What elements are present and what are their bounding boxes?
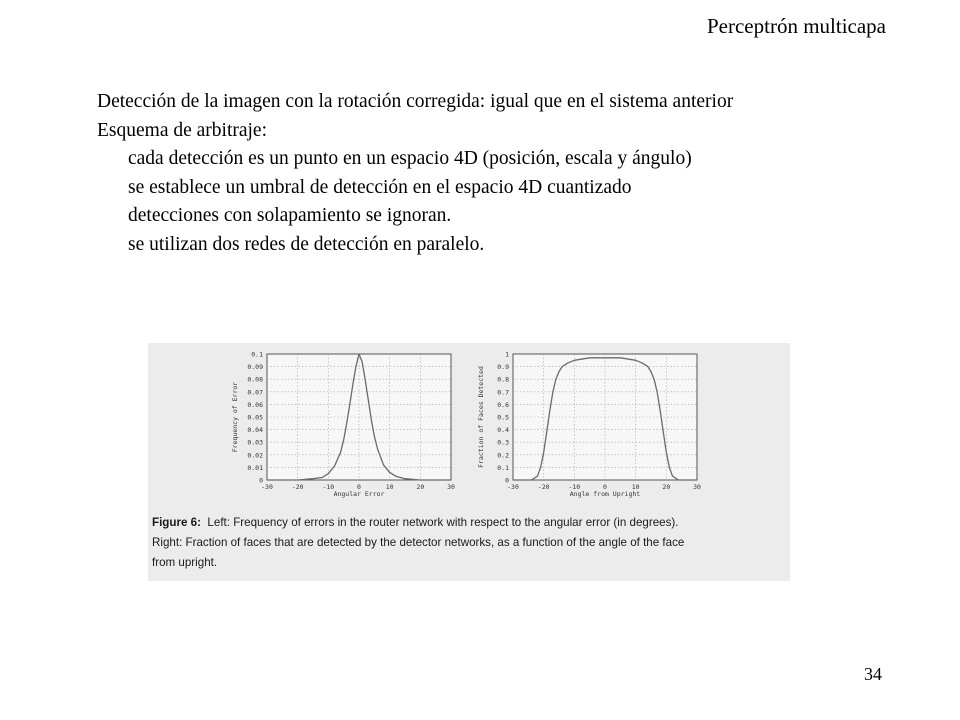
slide-title: Perceptrón multicapa [706, 14, 886, 38]
y-tick-label: 0.03 [247, 438, 263, 447]
y-tick-label: 1 [505, 350, 509, 359]
y-tick-label: 0.02 [247, 451, 263, 460]
slide-body [97, 88, 897, 260]
bullet-item: se establece un umbral de detección en el espacio 4D cuantizado [128, 176, 632, 198]
x-tick-label: 0 [603, 483, 607, 491]
y-tick-label: 0.08 [247, 375, 263, 384]
caption-label: Figure 6: [152, 516, 201, 529]
caption-line: Left: Frequency of errors in the router network with respect to the angular error (in degrees). [207, 516, 679, 529]
x-axis-label: Angular Error [333, 490, 385, 498]
figure-plots [148, 343, 790, 513]
figure-caption [152, 513, 786, 573]
y-tick-label: 0.1 [251, 350, 263, 359]
y-axis-label: Frequency of Error [231, 381, 239, 453]
x-tick-label: -30 [261, 483, 273, 491]
x-tick-label: -30 [507, 483, 519, 491]
x-tick-label: 20 [662, 483, 671, 491]
caption-line: Right: Fraction of faces that are detected by the detector networks, as a function of the angle of the face [152, 536, 685, 549]
figure-scan [148, 343, 790, 581]
y-tick-label: 0.07 [247, 388, 263, 397]
x-tick-label: 10 [385, 483, 394, 491]
y-tick-label: 0.05 [247, 413, 263, 422]
x-tick-label: -10 [568, 483, 581, 491]
y-tick-label: 0.8 [497, 375, 509, 384]
body-line: Detección de la imagen con la rotación corregida: igual que en el sistema anterior [97, 91, 734, 112]
page-number: 34 [864, 664, 882, 684]
y-tick-label: 0.06 [247, 400, 263, 409]
x-tick-label: 0 [357, 483, 361, 491]
x-tick-label: 20 [416, 483, 425, 491]
bullet-item: se utilizan dos redes de detección en paralelo. [128, 233, 485, 255]
y-tick-label: 0.01 [247, 463, 263, 472]
x-tick-label: -20 [291, 483, 304, 491]
y-tick-label: 0 [259, 476, 263, 485]
caption-line: from upright. [152, 556, 218, 569]
x-axis-label: Angle from Upright [569, 490, 641, 498]
y-tick-label: 0.7 [497, 388, 509, 397]
y-tick-label: 0.9 [497, 363, 509, 372]
y-tick-label: 0.2 [497, 451, 509, 460]
bullet-item: cada detección es un punto en un espacio 4D (posición, escala y ángulo) [128, 148, 692, 170]
y-tick-label: 0.09 [247, 363, 263, 372]
body-line: Esquema de arbitraje: [97, 119, 268, 141]
x-tick-label: -10 [322, 483, 335, 491]
x-tick-label: 30 [447, 483, 455, 491]
y-tick-label: 0.04 [247, 426, 263, 435]
y-tick-label: 0.6 [497, 400, 509, 409]
chart-1 [231, 351, 455, 499]
bullet-item: detecciones con solapamiento se ignoran. [128, 205, 452, 227]
x-tick-label: -20 [537, 483, 550, 491]
y-tick-label: 0 [505, 476, 509, 485]
y-tick-label: 0.1 [497, 463, 509, 472]
y-axis-label: Fraction of Faces Detected [477, 366, 485, 468]
y-tick-label: 0.5 [497, 413, 509, 422]
x-tick-label: 10 [631, 483, 640, 491]
y-tick-label: 0.3 [497, 438, 509, 447]
y-tick-label: 0.4 [497, 426, 509, 435]
chart-2 [477, 351, 701, 499]
x-tick-label: 30 [693, 483, 701, 491]
